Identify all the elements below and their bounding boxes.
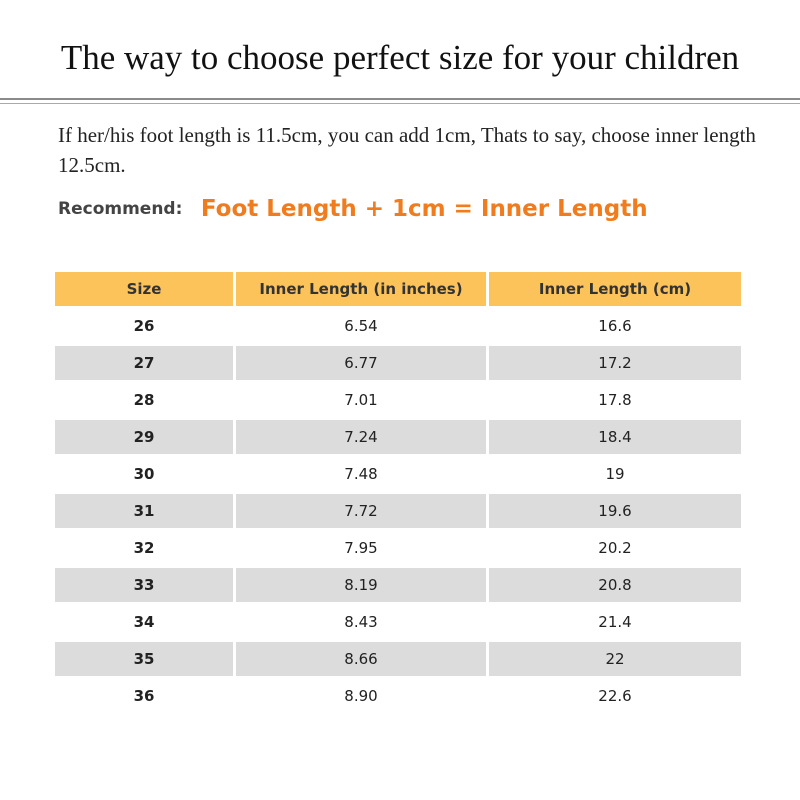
header-inner-length-inches: Inner Length (in inches) [236,272,486,309]
cell-cm: 17.2 [489,346,741,383]
cell-inches: 6.54 [236,309,486,346]
table-row [55,309,741,346]
table-row [55,679,741,716]
cell-cm: 21.4 [489,605,741,642]
page-title: The way to choose perfect size for your children [60,38,740,77]
cell-inches: 8.43 [236,605,486,642]
cell-cm: 19 [489,457,741,494]
cell-inches: 7.48 [236,457,486,494]
table-row [55,642,741,679]
title-divider-secondary [0,103,800,104]
cell-inches: 7.72 [236,494,486,531]
cell-inches: 7.01 [236,383,486,420]
recommend-formula: Foot Length + 1cm = Inner Length [200,196,648,222]
cell-size: 34 [55,605,233,642]
cell-size: 33 [55,568,233,605]
intro-text: If her/his foot length is 11.5cm, you can add 1cm, Thats to say, choose inner length 12.5cm. [58,123,756,177]
cell-cm: 18.4 [489,420,741,457]
cell-inches: 8.66 [236,642,486,679]
title-divider [0,98,800,100]
cell-size: 30 [55,457,233,494]
table-row [55,420,741,457]
size-table [52,272,744,716]
table-header-row [55,272,741,309]
recommend-label: Recommend: [58,199,183,219]
cell-inches: 7.24 [236,420,486,457]
cell-cm: 20.8 [489,568,741,605]
cell-size: 29 [55,420,233,457]
cell-inches: 8.19 [236,568,486,605]
table-row [55,346,741,383]
header-size: Size [55,272,233,309]
cell-inches: 7.95 [236,531,486,568]
cell-inches: 8.90 [236,679,486,716]
cell-size: 28 [55,383,233,420]
cell-size: 35 [55,642,233,679]
table-row [55,531,741,568]
table-row [55,494,741,531]
cell-cm: 22 [489,642,741,679]
table-row [55,457,741,494]
cell-inches: 6.77 [236,346,486,383]
cell-cm: 19.6 [489,494,741,531]
cell-cm: 22.6 [489,679,741,716]
table-row [55,568,741,605]
cell-size: 36 [55,679,233,716]
cell-size: 27 [55,346,233,383]
header-inner-length-cm: Inner Length (cm) [489,272,741,309]
cell-size: 26 [55,309,233,346]
table-row [55,383,741,420]
cell-size: 31 [55,494,233,531]
cell-cm: 20.2 [489,531,741,568]
recommend-line [58,196,648,222]
cell-cm: 17.8 [489,383,741,420]
cell-cm: 16.6 [489,309,741,346]
cell-size: 32 [55,531,233,568]
table-row [55,605,741,642]
